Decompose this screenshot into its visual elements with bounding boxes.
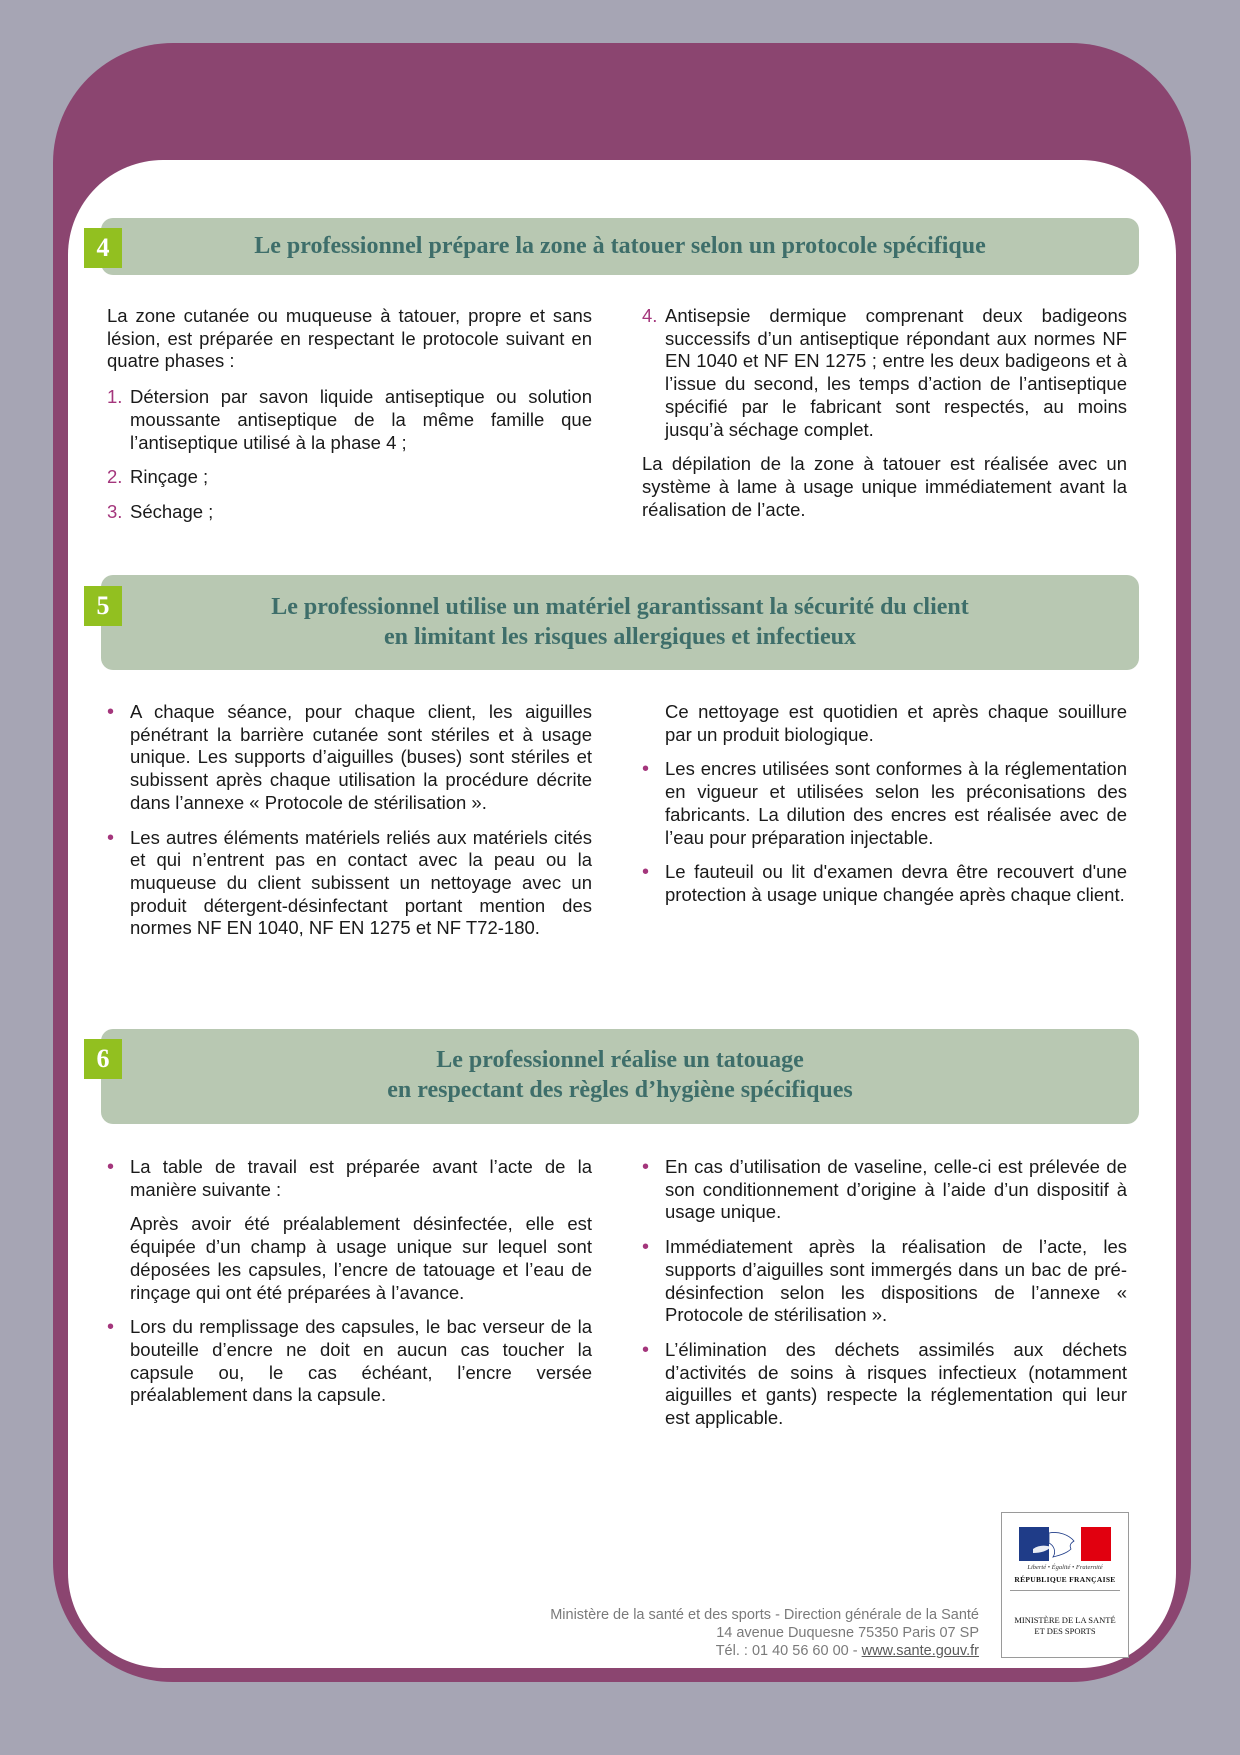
section-6-right-column: [642, 1156, 1127, 1442]
website-link[interactable]: www.sante.gouv.fr: [861, 1643, 979, 1659]
list-item-text: Détersion par savon liquide antiseptique ou solution moussante antiseptique de la même famille que l’antiseptique utilisé à la phase 4 ;: [130, 386, 592, 453]
section-5-right-column: [642, 701, 1127, 919]
list-item: [642, 305, 1127, 441]
bullet-icon: •: [642, 1236, 650, 1259]
footer-address-line: 14 avenue Duquesne 75350 Paris 07 SP: [716, 1625, 979, 1641]
section-5-number: 5: [84, 586, 122, 626]
bullet-item: [642, 1156, 1127, 1224]
footer-address: [550, 1606, 979, 1660]
footer-phone: Tél. : 01 40 56 60 00 -: [715, 1643, 862, 1659]
bullet-text: A chaque séance, pour chaque client, les aiguilles pénétrant la barrière cutanée sont stériles et à usage unique. Les supports d’aiguilles (buses) sont stériles et subissent après chaque utilisation la procédure décrite dans l’annexe « Protocole de stérilisation ».: [130, 701, 592, 813]
bullet-text: Les autres éléments matériels reliés aux matériels cités et qui n’entrent pas en contact avec la peau ou la muqueuse du client subissent un nettoyage avec un produit détergent-désinfectant portant mention des normes NF EN 1040, NF EN 1275 et NF T72-180.: [130, 826, 592, 939]
bullet-item: [107, 1156, 592, 1201]
list-item-text: Rinçage ;: [130, 466, 209, 488]
republique-francaise-logo: [1001, 1512, 1129, 1658]
list-item-text: Antisepsie dermique comprenant deux badigeons successifs d’un antiseptique répondant aux normes NF EN 1040 et NF EN 1275 ; entre les deux badigeons et à l’issue du second, les temps d’action de l’antiseptique spécifié par le fabricant sont respectés, au moins jusqu’à séchage complet.: [665, 305, 1127, 440]
section-6-number: 6: [84, 1039, 122, 1079]
section-5-title-line-1: Le professionnel utilise un matériel garantissant la sécurité du client: [271, 594, 969, 620]
section-6-title: [101, 1045, 1139, 1105]
list-item: [107, 466, 592, 489]
list-number: 2.: [107, 466, 123, 488]
bullet-icon: •: [642, 1156, 650, 1178]
bullet-icon: •: [107, 826, 115, 849]
section-6-title-line-1: Le professionnel réalise un tatouage: [436, 1047, 804, 1073]
section-4-left-column: [107, 305, 592, 536]
footer-contact: [550, 1642, 979, 1660]
bullet-text: En cas d’utilisation de vaseline, celle-ci est prélevée de son conditionnement d’origine à l’aide d’un dispositif à usage unique.: [665, 1156, 1127, 1223]
list-item-text: Séchage ;: [130, 500, 214, 522]
section-6-title-line-2: en respectant des règles d’hygiène spécifiques: [387, 1077, 853, 1103]
logo-divider: [1010, 1590, 1120, 1591]
list-number: 3.: [107, 500, 123, 522]
logo-ministry-line-2: ET DES SPORTS: [1034, 1626, 1096, 1636]
section-5-title: [101, 592, 1139, 652]
section-5-title-line-2: en limitant les risques allergiques et infectieux: [384, 624, 856, 650]
section-4-right-column: [642, 305, 1127, 534]
bullet-icon: •: [642, 861, 650, 884]
bullet-icon: •: [642, 1338, 650, 1361]
bullet-item: [642, 758, 1127, 849]
bullet-item: [642, 1339, 1127, 1430]
bullet-text: Le fauteuil ou lit d'examen devra être recouvert d'une protection à usage unique changée après chaque client.: [665, 861, 1127, 905]
list-item: [107, 501, 592, 524]
section-5-left-column: [107, 701, 592, 952]
footer-ministry: Ministère de la santé et des sports - Direction générale de la Santé: [550, 1607, 979, 1623]
section-4-number: 4: [84, 228, 122, 268]
section-4-title: Le professionnel prépare la zone à tatouer selon un protocole spécifique: [254, 233, 986, 259]
bullet-text: La table de travail est préparée avant l’acte de la manière suivante :: [130, 1156, 592, 1200]
marianne-flag-icon: [1019, 1527, 1111, 1561]
bullet-icon: •: [107, 1156, 115, 1178]
bullet-item: [107, 827, 592, 941]
bullet-text: Les encres utilisées sont conformes à la réglementation en vigueur et utilisées selon les préconisations des fabricants. La dilution des encres est réalisée avec de l’eau pour préparation injectable.: [665, 758, 1127, 848]
bullet-item: [107, 1316, 592, 1407]
list-number: 4.: [642, 305, 658, 326]
bullet-icon: •: [107, 1316, 115, 1339]
logo-republic: RÉPUBLIQUE FRANÇAISE: [1014, 1575, 1116, 1584]
section-4-outro: La dépilation de la zone à tatouer est réalisée avec un système à lame à usage unique immédiatement avant la réalisation de l’acte.: [642, 453, 1127, 520]
list-item: [107, 386, 592, 454]
section-4-intro: La zone cutanée ou muqueuse à tatouer, propre et sans lésion, est préparée en respectant le protocole suivant en quatre phases :: [107, 305, 592, 372]
bullet-subparagraph: Après avoir été préalablement désinfectée, elle est équipée d’un champ à usage unique sur lequel sont déposées les capsules, l’encre de tatouage et l’eau de rinçage qui ont été préparées à l’avance.: [130, 1213, 592, 1303]
bullet-continuation: Ce nettoyage est quotidien et après chaque souillure par un produit biologique.: [665, 701, 1127, 745]
list-number: 1.: [107, 386, 123, 408]
bullet-text: L’élimination des déchets assimilés aux déchets d’activités de soins à risques infectieux (notamment aiguilles et gants) respecte la réglementation qui leur est applicable.: [665, 1338, 1127, 1429]
bullet-icon: •: [642, 758, 650, 781]
section-6-left-column: [107, 1156, 592, 1419]
bullet-text: Lors du remplissage des capsules, le bac verseur de la bouteille d’encre ne doit en aucun cas toucher la capsule ou, le cas échéant, l’encre versée préalablement dans la capsule.: [130, 1316, 592, 1406]
bullet-icon: •: [107, 701, 115, 723]
bullet-text: Immédiatement après la réalisation de l’acte, les supports d’aiguilles sont immergés dans un bac de pré-désinfection selon les dispositions de l’annexe « Protocole de stérilisation ».: [665, 1236, 1127, 1326]
logo-ministry-line-1: MINISTÈRE DE LA SANTÉ: [1014, 1615, 1116, 1625]
logo-motto: Liberté • Égalité • Fraternité: [1027, 1564, 1103, 1571]
logo-ministry: [1006, 1615, 1124, 1637]
bullet-item: [642, 1236, 1127, 1327]
bullet-item: [107, 701, 592, 815]
bullet-item: [642, 861, 1127, 906]
